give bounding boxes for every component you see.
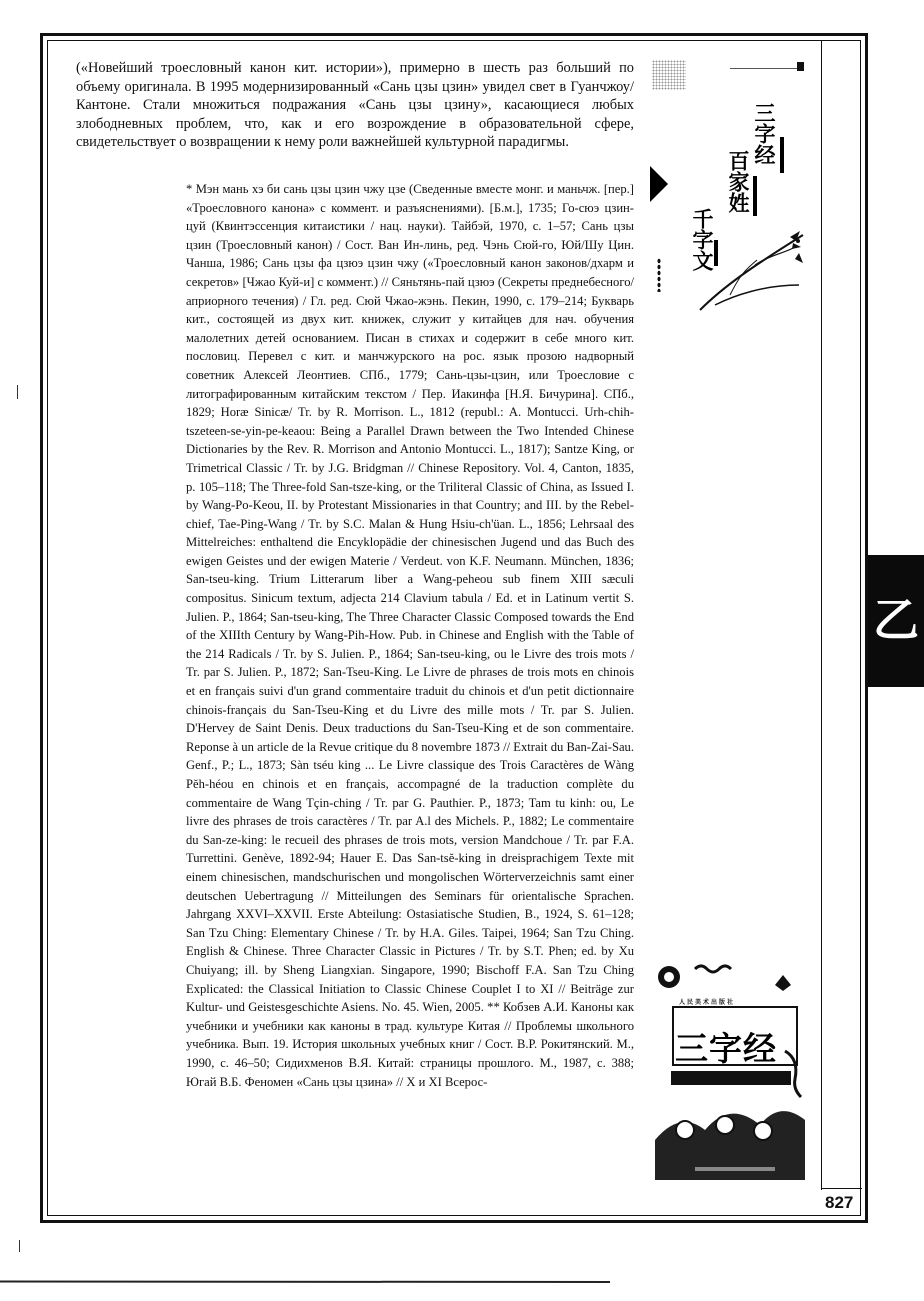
header-title-text: 三字经 [752, 102, 776, 165]
book-cover-publisher: 人民美术出版社 [679, 999, 736, 1006]
dotted-decoration [652, 60, 686, 90]
scan-mark [17, 385, 18, 399]
header-title-text: 千字文 [690, 208, 714, 271]
main-paragraph: («Новейший троесловный канон кит. истории»), примерно в шесть раз больший по объему оригинала. В 1995 модернизированный «Сань цзы цзин» увидел свет в Гуанчжоу/Кантоне. Стали множиться подражания «Сань цзы цзину», касающиеся любых злободневных проблем, что, как и его возрождение в образовательной сфере, свидетельствует о возвращении к нему роли важнейшей культурной парадигмы. [76, 60, 634, 151]
dots-decoration [657, 258, 661, 292]
footnote-bibliography: * Мэн мань хэ би сань цзы цзин чжу цзе (Сведенные вместе монг. и маньчж. [пер.] «Троесловного канона» с коммент. и разъяснениями). [Б.м.], 1735; Го-сюэ цзин-цуй (Квинтэссенция китаистики / нац. науки). Тайбэй, 1970, с. 1–57; Сань цзы цзин (Троесловный канон) / Сост. Ван Ин-линь, ред. Чэнь Сюй-го, Юй/Шу Цин. Чанша, 1986; Сань цзы фа цзюэ цзин чжу («Троесловный канон законов/дхарм и секретов» [Чжао Куй-и] с коммент.) // Сяньтянь-пай цзюэ (Секреты преднебесного/априорного течения) / Гл. ред. Сюй Чжао-жэнь. Пекин, 1990, с. 179–214; Букварь кит., состоящей из двух кит. книжек, служит у китайцев для нач. обучения малолетних детей основанием. Писан в стихах и содержит в себе много кит. пословиц. Перевел с кит. и манчжурского на рос. язык прозою надворный советник Алексей Леонтиев. СПб., 1779; Сань-цзы-цзин, или Троесловие с литографированным китайским текстом / Пер. Иакинфа [Н.Я. Бичурина]. СПб., 1829; Horæ Sinicæ/ Tr. by R. Morrison. L., 1812 (republ.: A. Montucci. Urh-chih-tszeteen-se-yin-pe-keaou: Being a Parallel Drawn between the Two Intended Chinese Dictionaries by the Rev. R. Morrison and Antonio Montucci. L., 1817); Santze King, or Trimetrical Classic / Tr. by J.G. Bridgman // Chinese Repository. Vol. 4, Canton, 1835, p. 105–118; The Three-fold San-tsze-king, or the Triliteral Classic of China, as Issued I. by Wang-Po-Keou, II. by Protestant Missionaries in that Country; and III. by the Rebel-chief, Tae-Ping-Wang / Tr. by S.C. Malan & Hung Hsiu-ch'üan. L., 1856; Lehrsaal des Mittelreiches: enthaltend die Encyklopädie der chinesischen Jugend und das Buch des ewigen Geistes und der ewigen Materie / Verdeut. von K.F. Neumann. München, 1836; San-tseu-king. Trium Litterarum liber a Wang-peheou sub finem XIII sæculi compositus. Sinicum textum, adjecta 214 Clavium tabula / Ed. et in Latinum vertit S. Julien. P., 1864; San-tseu-king, The Three Character Classic Composed towards the End of the XIIIth Century by Wang-Pih-How. Pub. in Chinese and English with the Table of the 214 Radicals / Tr. by S. Julien. P., 1864; San-tseu-king, ou le Livre des trois mots / Tr. par S. Julien. P., 1872; San-Tseu-King. Le Livre de phrases de trois mots en chinois et en français suivi d'un grand commentaire traduit du chinois et d'un petit dictionnaire chinois-français du San-Tseu-King et du Livre des mille mots / Tr. par S. Julien. D'Hervey de Saint Denis. Deux traductions du San-Tseu-King et de son commentaire. Reponse à un article de la Revue critique du 8 novembre 1873 // Extrait du Ban-Zai-Sau. Genf., P.; L., 1873; Sàn tséu king ... Le Livre classique des Trois Caractères de Wàng Pĕh-héou en chinois et en français, accompagné de la traduction complète du commentaire de Wang Tçin-ching / Tr. par G. Pauthier. P., 1873; Tam tu kinh: ou, Le livre des phrases de trois caractères / Tr. par A.l des Michels. P., 1882; Le commentaire du San-ze-king: le recueil des phrases de trois mots, version Mandchoue / Tr. par F.A. Turrettini. Genève, 1892-94; Hauer E. Das San-tsĕ-king in dreisprachigem Texte mit einem chinesischen, mandschurischen und mongolischen Wörterverzeichnis samt einer deutschen Uebertragung // Mitteilungen des Seminars für orientalische Sprachen. Jahrgang XXVI–XXVII. Erste Abteilung: Ostasiatische Studien, B., 1924, S. 61–128; San Tzu Ching: Elementary Chinese / Tr. by H.A. Giles. Taipei, 1964; San Tzu Ching. English & Chinese. Three Character Classic in Pictures / Tr. by S.T. Phen; ed. by Xu Chuiyang; ill. by Sheng Liangxian. Singapore, 1990; Bischoff F.A. San Tzu Ching Explicated: the Classical Initiation to Classic Chinese Couplet I to XI // Beiträge zur Kultur- und Geistesgeschichte Asiens. No. 45. Wien, 2005. ** Кобзев А.И. Каноны как учебники и учебники как каноны в трад. культуре Китая // Проблемы школьного учебника. Вып. 19. История школьных учебных книг / Сост. В.Р. Рокитянский. М., 1990, с. 46–50; Сидихменов В.Я. Китай: страницы прошлого. М., 1987, с. 388; Югай В.Б. Феномен «Сань цзы цзина» // X и XI Всерос- [186, 182, 634, 1089]
margin-divider [821, 40, 822, 1190]
header-title-text: 百家姓 [726, 150, 750, 213]
header-marker [797, 62, 804, 71]
header-title-sanzijing [752, 102, 775, 165]
side-tab-glyph: 乙 [873, 593, 919, 647]
book-cover-title: 三字经 [675, 1029, 777, 1068]
header-rule [730, 68, 800, 69]
book-cover-image [655, 955, 813, 1180]
scan-mark [19, 1240, 20, 1252]
arrow-icon [650, 166, 668, 202]
title-bar [780, 137, 784, 173]
orchid-illustration [695, 225, 807, 315]
page-number: 827 [825, 1193, 854, 1212]
title-bar [753, 176, 757, 216]
scan-edge-line [0, 1280, 610, 1283]
page-number-rule [822, 1188, 862, 1189]
header-title-baijiaxing [726, 150, 749, 213]
